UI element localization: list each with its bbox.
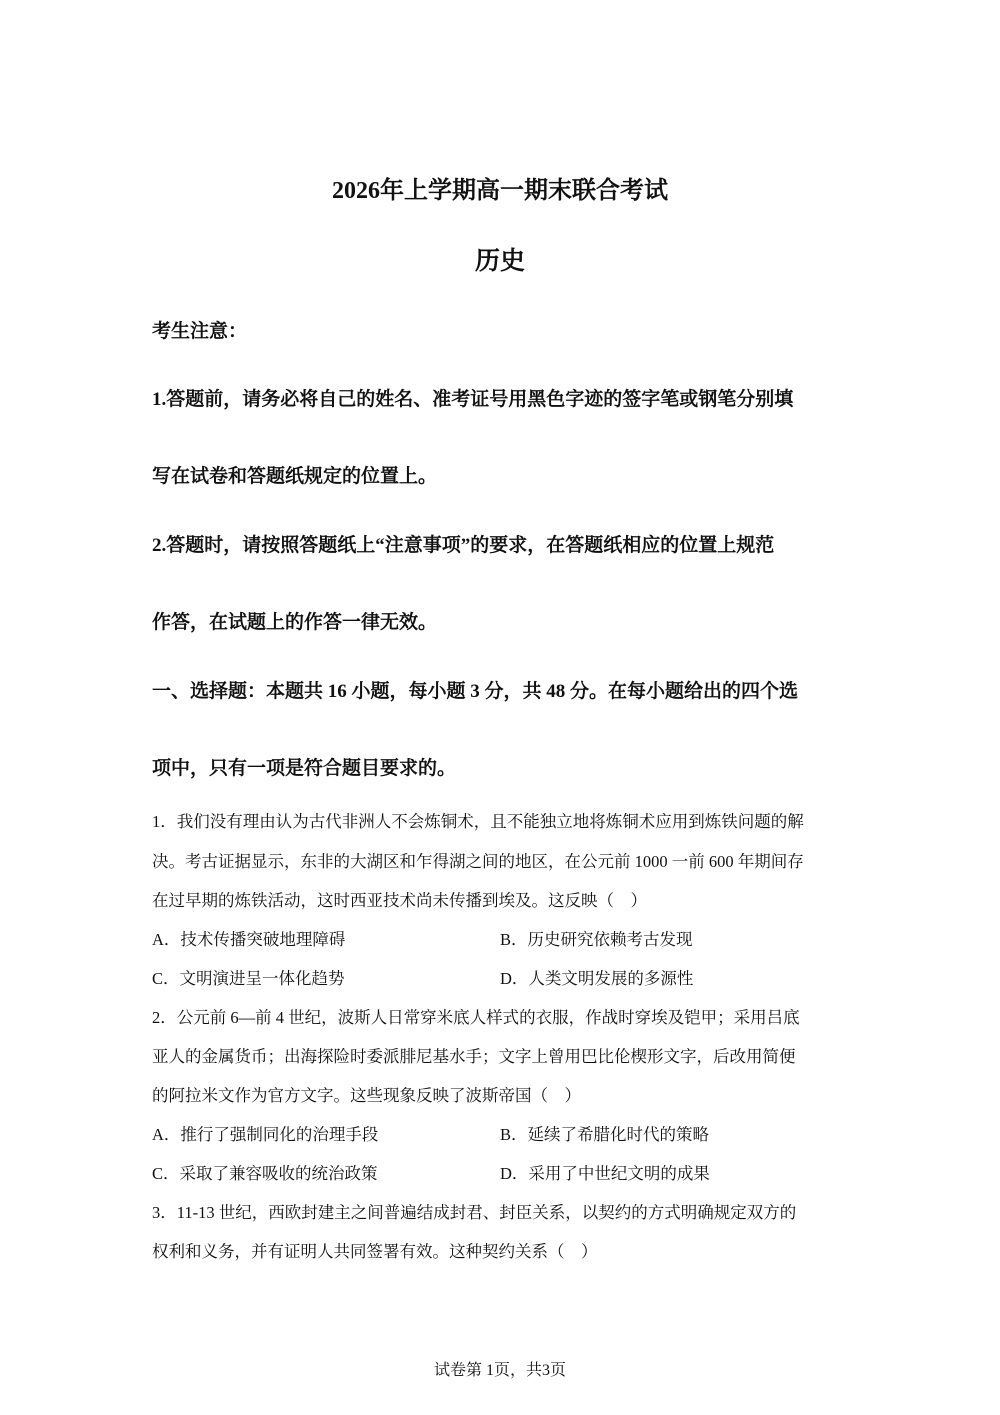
question-1-stem-line-3: 在过早期的炼铁活动，这时西亚技术尚未传播到埃及。这反映（ ） [152,891,647,910]
notice-item-1-line-2: 写在试卷和答题纸规定的位置上。 [152,466,438,487]
notice-item-1-line-1: 1.答题前，请务必将自己的姓名、准考证号用黑色字迹的签字笔或钢笔分别填 [152,389,794,410]
question-1-option-a: A．技术传播突破地理障碍 [152,930,346,949]
question-1-option-c: C．文明演进呈一体化趋势 [152,969,345,988]
notice-item-2-line-2: 作答，在试题上的作答一律无效。 [152,612,438,633]
question-2-option-c: C．采取了兼容吸收的统治政策 [152,1164,378,1183]
subject-title: 历史 [474,248,525,275]
question-3-stem-line-1: 3．11-13 世纪，西欧封建主之间普遍结成封君、封臣关系，以契约的方式明确规定双方的 [152,1203,797,1222]
question-2-stem-line-1: 2．公元前 6—前 4 世纪，波斯人日常穿米底人样式的衣服，作战时穿埃及铠甲；采用吕底 [152,1008,800,1027]
question-1-stem-line-2: 决。考古证据显示，东非的大湖区和乍得湖之间的地区，在公元前 1000 一前 600 年期间存 [152,852,804,871]
question-2-option-b: B．延续了希腊化时代的策略 [500,1125,710,1144]
page-footer: 试卷第 1页，共3页 [433,1362,566,1379]
question-1-stem-line-1: 1．我们没有理由认为古代非洲人不会炼铜术，且不能独立地将炼铜术应用到炼铁问题的解 [152,812,804,831]
question-2-stem-line-3: 的阿拉米文作为官方文字。这些现象反映了波斯帝国（ ） [152,1086,581,1105]
notice-item-2-line-1: 2.答题时，请按照答题纸上“注意事项”的要求，在答题纸相应的位置上规范 [152,535,775,556]
question-2-option-a: A．推行了强制同化的治理手段 [152,1125,379,1144]
notice-heading: 考生注意： [152,321,248,342]
question-3-stem-line-2: 权利和义务，并有证明人共同签署有效。这种契约关系（ ） [152,1242,598,1261]
exam-title: 2026年上学期高一期末联合考试 [332,178,668,204]
question-1-option-d: D．人类文明发展的多源性 [500,969,694,988]
question-2-stem-line-2: 亚人的金属货币；出海探险时委派腓尼基水手；文字上曾用巴比伦楔形文字，后改用简便 [152,1047,796,1066]
section-heading-line-2: 项中，只有一项是符合题目要求的。 [152,758,457,779]
question-2-option-d: D．采用了中世纪文明的成果 [500,1164,710,1183]
question-1-option-b: B．历史研究依赖考古发现 [500,930,693,949]
section-heading-line-1: 一、选择题：本题共 16 小题，每小题 3 分，共 48 分。在每小题给出的四个选 [152,681,799,702]
